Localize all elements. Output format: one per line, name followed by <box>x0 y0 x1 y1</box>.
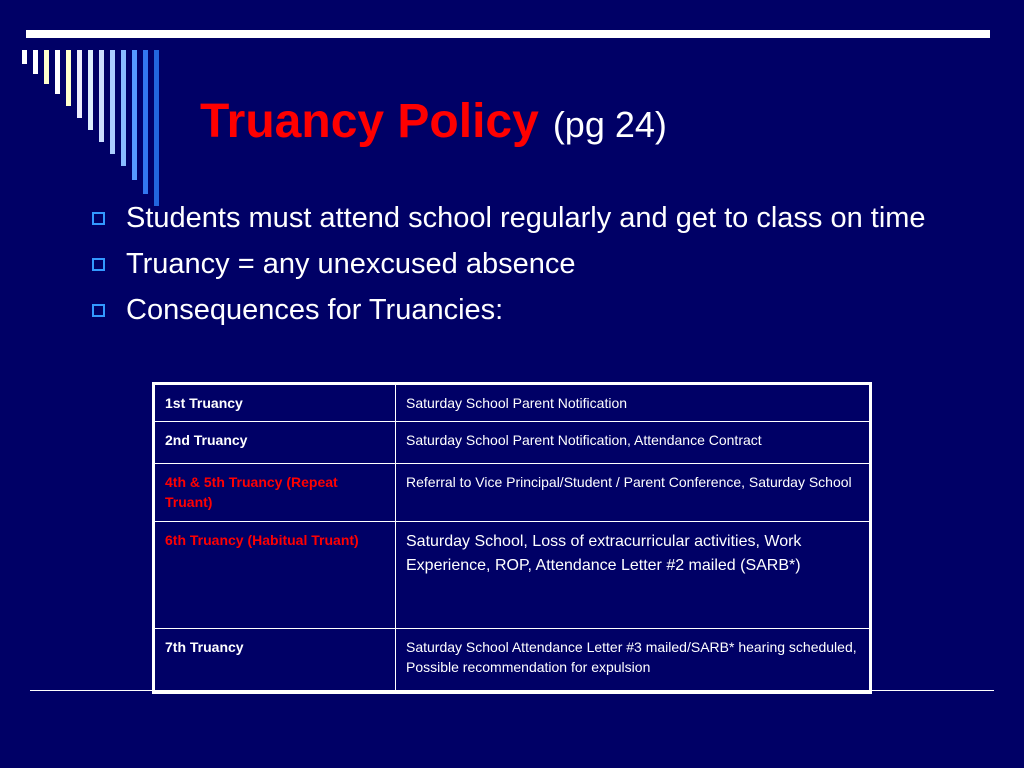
consequence-cell: Saturday School Attendance Letter #3 mailed/SARB* hearing scheduled, Possible recommendation for expulsion <box>396 629 871 693</box>
title-main: Truancy Policy <box>200 95 539 148</box>
truancy-level-cell: 6th Truancy (Habitual Truant) <box>154 522 396 629</box>
stripe <box>33 50 38 74</box>
bullet-text: Truancy = any unexcused absence <box>126 248 576 280</box>
bullet-item <box>90 246 970 282</box>
bullet-list <box>90 200 970 338</box>
bullet-item <box>90 292 970 328</box>
bottom-rule <box>30 690 994 691</box>
consequence-cell: Saturday School, Loss of extracurricular activities, Work Experience, ROP, Attendance Letter #2 mailed (SARB*) <box>396 522 871 629</box>
consequence-cell: Saturday School Parent Notification <box>396 384 871 422</box>
truancy-level-cell: 4th & 5th Truancy (Repeat Truant) <box>154 464 396 522</box>
bullet-item <box>90 200 970 236</box>
bullet-text: Students must attend school regularly and get to class on time <box>126 202 926 234</box>
stripe <box>121 50 126 166</box>
stripe <box>88 50 93 130</box>
stripe <box>110 50 115 154</box>
consequences-table <box>152 382 872 694</box>
consequence-cell: Referral to Vice Principal/Student / Parent Conference, Saturday School <box>396 464 871 522</box>
truancy-level-cell: 2nd Truancy <box>154 422 396 464</box>
stripe <box>154 50 159 206</box>
stripe <box>99 50 104 142</box>
stripe <box>77 50 82 118</box>
stripe <box>143 50 148 194</box>
vertical-stripes-decoration <box>22 50 172 210</box>
hollow-square-bullet-icon <box>92 304 105 317</box>
title-page-reference: (pg 24) <box>552 104 667 145</box>
bullet-text: Consequences for Truancies: <box>126 294 504 326</box>
stripe <box>132 50 137 180</box>
hollow-square-bullet-icon <box>92 212 105 225</box>
consequence-cell: Saturday School Parent Notification, Attendance Contract <box>396 422 871 464</box>
slide-title <box>200 94 667 149</box>
table-row <box>154 464 871 522</box>
stripe <box>44 50 49 84</box>
table-row <box>154 629 871 693</box>
truancy-level-cell: 7th Truancy <box>154 629 396 693</box>
top-rule <box>26 30 990 38</box>
table-row <box>154 522 871 629</box>
hollow-square-bullet-icon <box>92 258 105 271</box>
table-row <box>154 422 871 464</box>
stripe <box>55 50 60 94</box>
stripe <box>66 50 71 106</box>
stripe <box>22 50 27 64</box>
table-row <box>154 384 871 422</box>
truancy-level-cell: 1st Truancy <box>154 384 396 422</box>
